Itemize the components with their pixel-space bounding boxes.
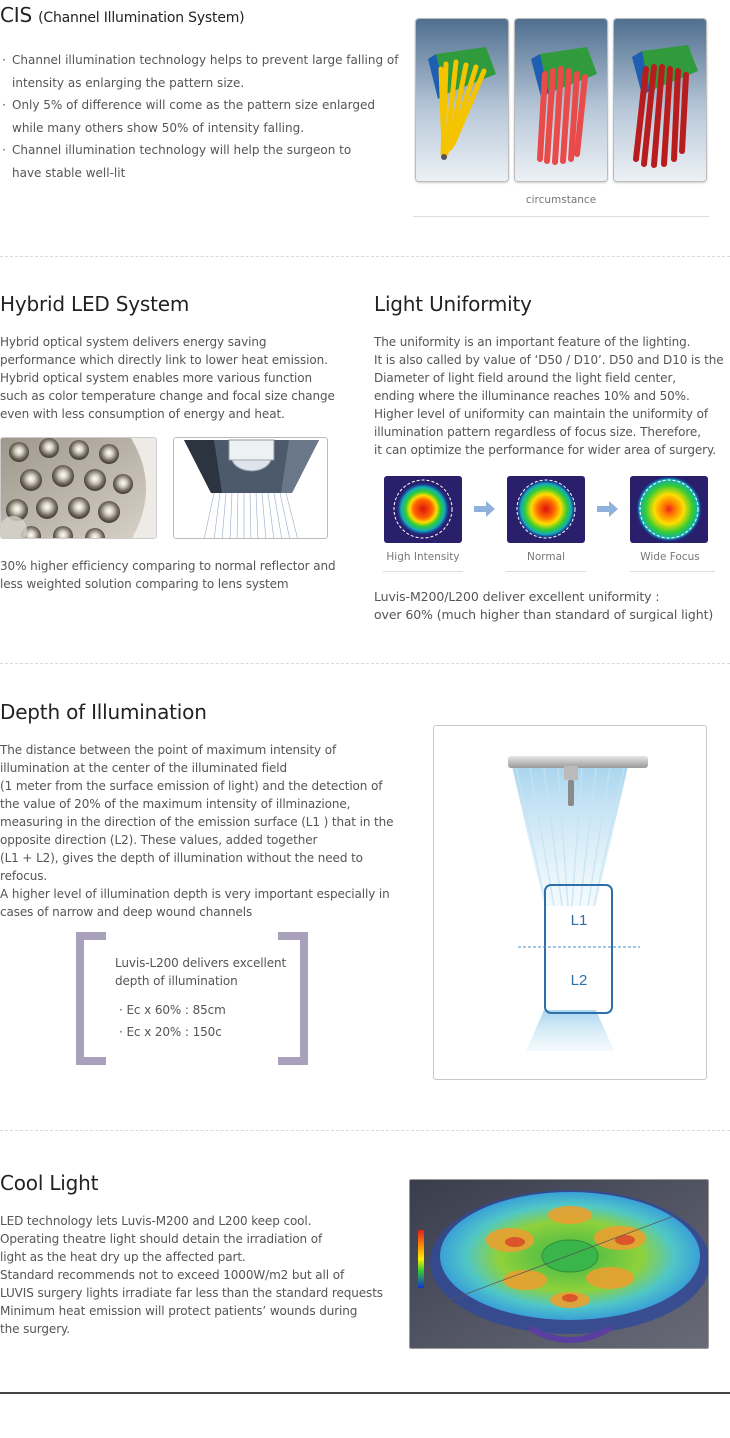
bracket-left [76,932,106,1065]
cool-body: LED technology lets Luvis-M200 and L200 keep cool. Operating theatre light should detain the irradiation of light as the heat dry up the affected part. Standard recommends not to exceed 1000W/m2 but all of LUVIS surgery lights irradiate far less than the standard requests Minimum heat emission will protect patients’ wounds during the surgery. [0,1214,383,1336]
uniformity-summary: Luvis-M200/L200 deliver excellent uniformity : over 60% (much higher than standard of surgical light) [374,589,714,622]
depth-bracket-item: · Ec x 60% : 85cm [119,1003,226,1017]
cool-title: Cool Light [0,1171,99,1195]
cis-beam-image-1 [415,18,509,182]
uniformity-title: Light Uniformity [374,292,532,316]
section-divider [0,256,730,257]
l2-label: L2 [570,972,588,989]
divider [383,571,463,572]
depth-title: Depth of Illumination [0,700,207,724]
hybrid-caption: 30% higher efficiency comparing to normal reflector and less weighted solution comparing to lens system [0,559,336,591]
list-item: · Only 5% of difference will come as the pattern size enlarged while many others show 50% of intensity falling. [0,94,400,139]
depth-body: The distance between the point of maximum intensity of illumination at the center of the illuminated field (1 meter from the surface emission of light) and the detection of the value of 20% of the maximum intensity of illminazione, measuring in the direction of the emission surface (L1 ) that in the opposite direction (L2). These values, added together (L1 + L2), gives the depth of illumination without the need to refocus. A higher level of illumination depth is very important especially in cases of narrow and deep wound channels [0,743,394,919]
cis-bullet-list [0,49,400,184]
list-item: · Channel illumination technology helps to prevent large falling of intensity as enlarging the pattern size. [0,49,400,94]
divider [630,571,715,572]
cis-figure-caption: circumstance [525,194,597,206]
uniformity-body: The uniformity is an important feature of the lighting. It is also called by value of ‘D50 / D10’. D50 and D10 is the Diameter of light field around the light field center, ending where the illuminance reaches 10% and 50%. Higher level of uniformity can maintain the uniformity of illumination pattern regardless of focus size. Therefore, it can optimize the performance for wider area of surgery. [374,335,724,457]
depth-bracket-box [76,932,308,1065]
heatmap-wide-focus [630,476,708,543]
hybrid-body: Hybrid optical system delivers energy saving performance which directly link to lower heat emission. Hybrid optical system enables more various function such as color temperature change and focal size change even with less consumption of energy and heat. [0,335,335,421]
depth-diagram-card [433,725,707,1080]
divider [506,571,586,572]
depth-bracket-text: Luvis-L200 delivers excellent depth of illumination [115,956,287,988]
led-array-image [0,437,157,539]
heatmap-high-intensity [384,476,462,543]
section-divider [0,1130,730,1131]
label-normal: Normal [527,551,565,563]
cis-title: CIS (Channel Illumination System) [0,3,245,27]
uniformity-heatmaps [383,474,723,546]
arrow-right-icon [474,501,495,517]
thermal-image [409,1179,709,1349]
heatmap-normal [507,476,585,543]
footer-rule [0,1392,730,1394]
list-item: · Channel illumination technology will help the surgeon to have stable well-lit [0,139,400,184]
l1-label: L1 [570,912,588,929]
cis-beam-image-3 [613,18,707,182]
hybrid-title: Hybrid LED System [0,292,190,316]
label-high-intensity: High Intensity [386,551,460,563]
label-wide-focus: Wide Focus [640,551,700,563]
divider [413,216,709,217]
reflector-diagram-image [173,437,328,539]
cis-beam-image-2 [514,18,608,182]
depth-bracket-item: · Ec x 20% : 150c [119,1025,222,1039]
arrow-right-icon [597,501,618,517]
section-divider [0,663,730,664]
